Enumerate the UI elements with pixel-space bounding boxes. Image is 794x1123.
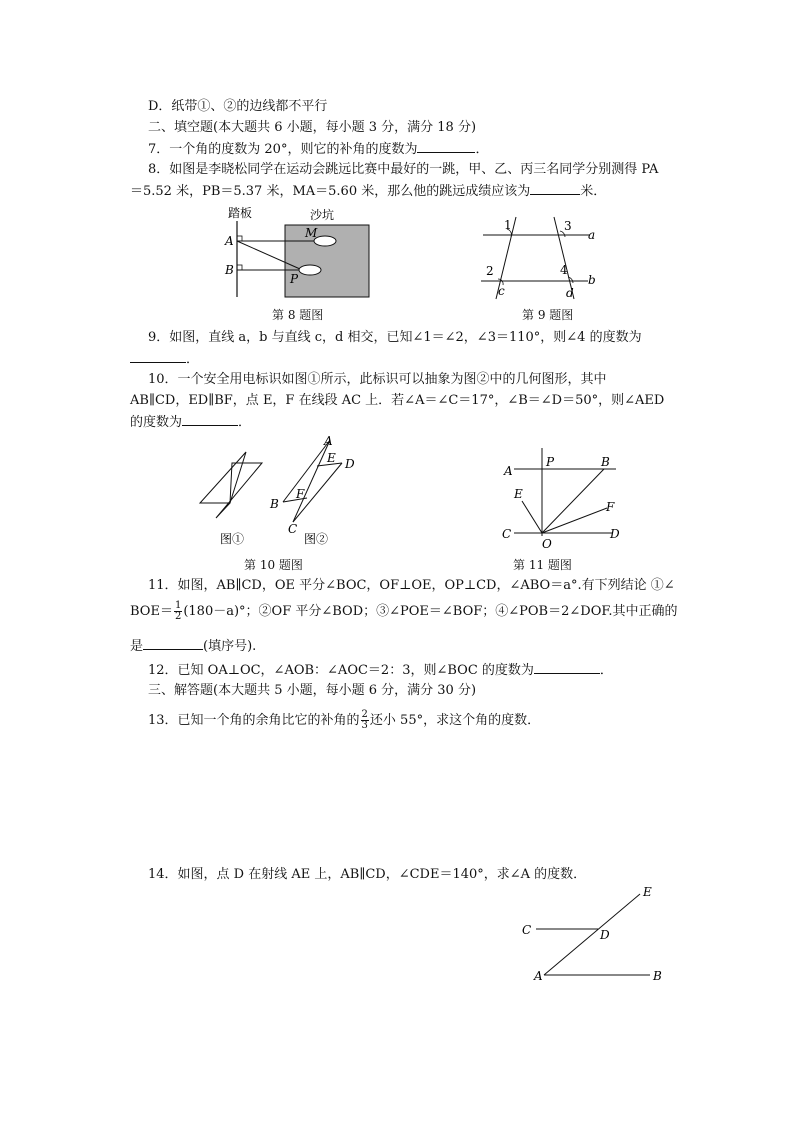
q7-end: ． (475, 142, 489, 157)
question-7 (148, 140, 488, 159)
fig9-caption: 第 9 题图 (522, 308, 574, 322)
fig10-sub1-upper (200, 452, 246, 503)
q14-text: 14．如图，点 D 在射线 AE 上，AB∥CD，∠CDE＝140°，求∠A 的度数． (148, 867, 587, 882)
section2-heading (148, 119, 476, 137)
fig8-board-label: 踏板 (228, 206, 253, 220)
fig8-pit-label: 沙坑 (310, 208, 335, 222)
fig10-point-d: D (345, 457, 355, 471)
fig11-point-e: E (514, 487, 523, 501)
q9-end: ． (186, 352, 200, 367)
q8-end: 米． (580, 184, 607, 199)
question-8-line2 (130, 182, 606, 201)
q10-text-3: 的度数为 (130, 415, 183, 430)
fig8-point-p: P (290, 272, 299, 286)
q13-text-b: 还小 55°，求这个角的度数． (369, 713, 541, 728)
figure-9 (478, 213, 608, 301)
fig10-point-c: C (288, 522, 298, 536)
fraction-one-half (174, 601, 182, 622)
fig14-point-e: E (643, 885, 652, 899)
answer-blank[interactable] (534, 661, 600, 674)
fig11-point-a: A (504, 464, 513, 478)
fig10-point-e: E (327, 451, 336, 465)
fig8-footprint-p (299, 265, 321, 275)
q13-text-a: 13．已知一个角的余角比它的补角的 (148, 713, 360, 728)
fig11-point-f: F (606, 500, 615, 514)
fig11-point-b: B (601, 455, 610, 469)
fig8-right-angle-a (237, 236, 242, 241)
fig9-label-c: c (498, 284, 505, 298)
question-11-line1 (148, 577, 675, 595)
fig8-point-b: B (225, 263, 234, 277)
answer-blank[interactable] (182, 413, 238, 426)
answer-blank[interactable] (143, 637, 203, 650)
fig8-caption: 第 8 题图 (272, 308, 324, 322)
q11-end: (填序号). (203, 639, 257, 654)
question-13 (148, 710, 540, 731)
question-12 (148, 661, 613, 680)
answer-blank[interactable] (417, 140, 475, 153)
fig11-point-c: C (502, 527, 512, 541)
question-11-line3 (130, 637, 256, 656)
fig14-point-b: B (653, 969, 662, 983)
fig9-label-2: 2 (486, 264, 494, 278)
fraction-numerator: 2 (361, 709, 368, 720)
question-9-line1 (148, 329, 642, 347)
option-d (148, 98, 327, 116)
fraction-numerator: 1 (174, 600, 182, 611)
fig10-sub1-lower (216, 463, 262, 518)
q8-text-2: ＝5.52 米，PB＝5.37 米，MA＝5.60 米，那么他的跳远成绩应该为 (130, 184, 531, 199)
section3-text: 三、解答题(本大题共 5 小题，每小题 6 分，满分 30 分) (148, 683, 477, 698)
fig10-point-f: F (296, 487, 305, 501)
q10-end: ． (238, 415, 252, 430)
answer-blank[interactable] (130, 350, 186, 363)
question-10-line1 (148, 371, 607, 389)
fig9-label-b: b (588, 273, 596, 287)
q12-end: ． (599, 663, 613, 678)
fig11-caption: 第 11 题图 (513, 558, 572, 572)
figure-10 (190, 430, 370, 555)
q11-text-3: 是 (130, 639, 144, 654)
fig11-point-o: O (542, 537, 552, 551)
fig10-point-a: A (324, 434, 333, 448)
fig8-footprint-m (314, 236, 336, 246)
fig11-point-p: P (546, 455, 555, 469)
fig11-ray-ob (542, 469, 604, 533)
fraction-two-thirds (361, 710, 369, 731)
fig9-label-3: 3 (564, 219, 572, 233)
fig14-point-c: C (522, 923, 532, 937)
q7-text: 7．一个角的度数为 20°，则它的补角的度数为 (148, 142, 418, 157)
fig8-point-m: M (305, 226, 318, 240)
fraction-denominator: 3 (361, 720, 368, 731)
q10-text-2: AB∥CD，ED∥BF，点 E，F 在线段 AC 上．若∠A＝∠C＝17°，∠B＝∠D＝50°，则∠AED (130, 393, 665, 408)
question-11-line2 (130, 601, 678, 622)
figure-8 (218, 203, 378, 321)
fig9-label-4: 4 (560, 263, 568, 277)
fig14-point-a: A (534, 969, 543, 983)
q11-text-1: 11．如图，AB∥CD，OE 平分∠BOC，OF⊥OE，OP⊥CD，∠ABO＝a°.有下列结论 ①∠ (148, 578, 675, 593)
fig8-right-angle-b (237, 265, 242, 270)
q8-text-1: 8．如图是李晓松同学在运动会跳远比赛中最好的一跳，甲、乙、丙三名同学分别测得 PA (148, 162, 659, 177)
fig8-point-a: A (225, 234, 234, 248)
fig14-ray-ae (544, 894, 640, 975)
q12-text: 12．已知 OA⊥OC，∠AOB：∠AOC＝2：3，则∠BOC 的度数为 (148, 663, 534, 678)
fig14-point-d: D (600, 928, 610, 942)
q11-text-2a: BOE＝ (130, 604, 173, 619)
fig10-caption: 第 10 题图 (244, 558, 303, 572)
q10-text-1: 10．一个安全用电标识如图①所示，此标识可以抽象为图②中的几何图形，其中 (148, 372, 607, 387)
question-10-line2 (130, 392, 664, 410)
fig9-label-d: d (566, 286, 574, 300)
fig10-point-b: B (270, 497, 279, 511)
fig11-ray-oe (522, 501, 542, 533)
q11-text-2b: (180－a)°；②OF 平分∠BOD；③∠POE＝∠BOF；④∠POB＝2∠DOF.其中正确的 (183, 604, 678, 619)
figure-14 (512, 880, 672, 990)
option-d-text: D．纸带①、②的边线都不平行 (148, 99, 328, 114)
fig11-point-d: D (610, 527, 620, 541)
answer-blank[interactable] (530, 182, 580, 195)
figure-11 (500, 442, 630, 554)
fig11-ray-of (542, 508, 607, 533)
fig10-sub1-label: 图① (220, 532, 245, 546)
question-9-line2 (130, 350, 199, 369)
q9-text: 9．如图，直线 a，b 与直线 c，d 相交，已知∠1＝∠2，∠3＝110°，则∠4 的度数为 (148, 330, 642, 345)
fig10-sub2-label: 图② (304, 532, 329, 546)
section3-heading (148, 682, 476, 700)
question-8-line1 (148, 161, 658, 179)
fraction-denominator: 2 (174, 611, 182, 622)
section2-text: 二、填空题(本大题共 6 小题，每小题 3 分，满分 18 分) (148, 120, 477, 135)
fig9-label-1: 1 (504, 218, 512, 232)
fig9-label-a: a (588, 228, 596, 242)
